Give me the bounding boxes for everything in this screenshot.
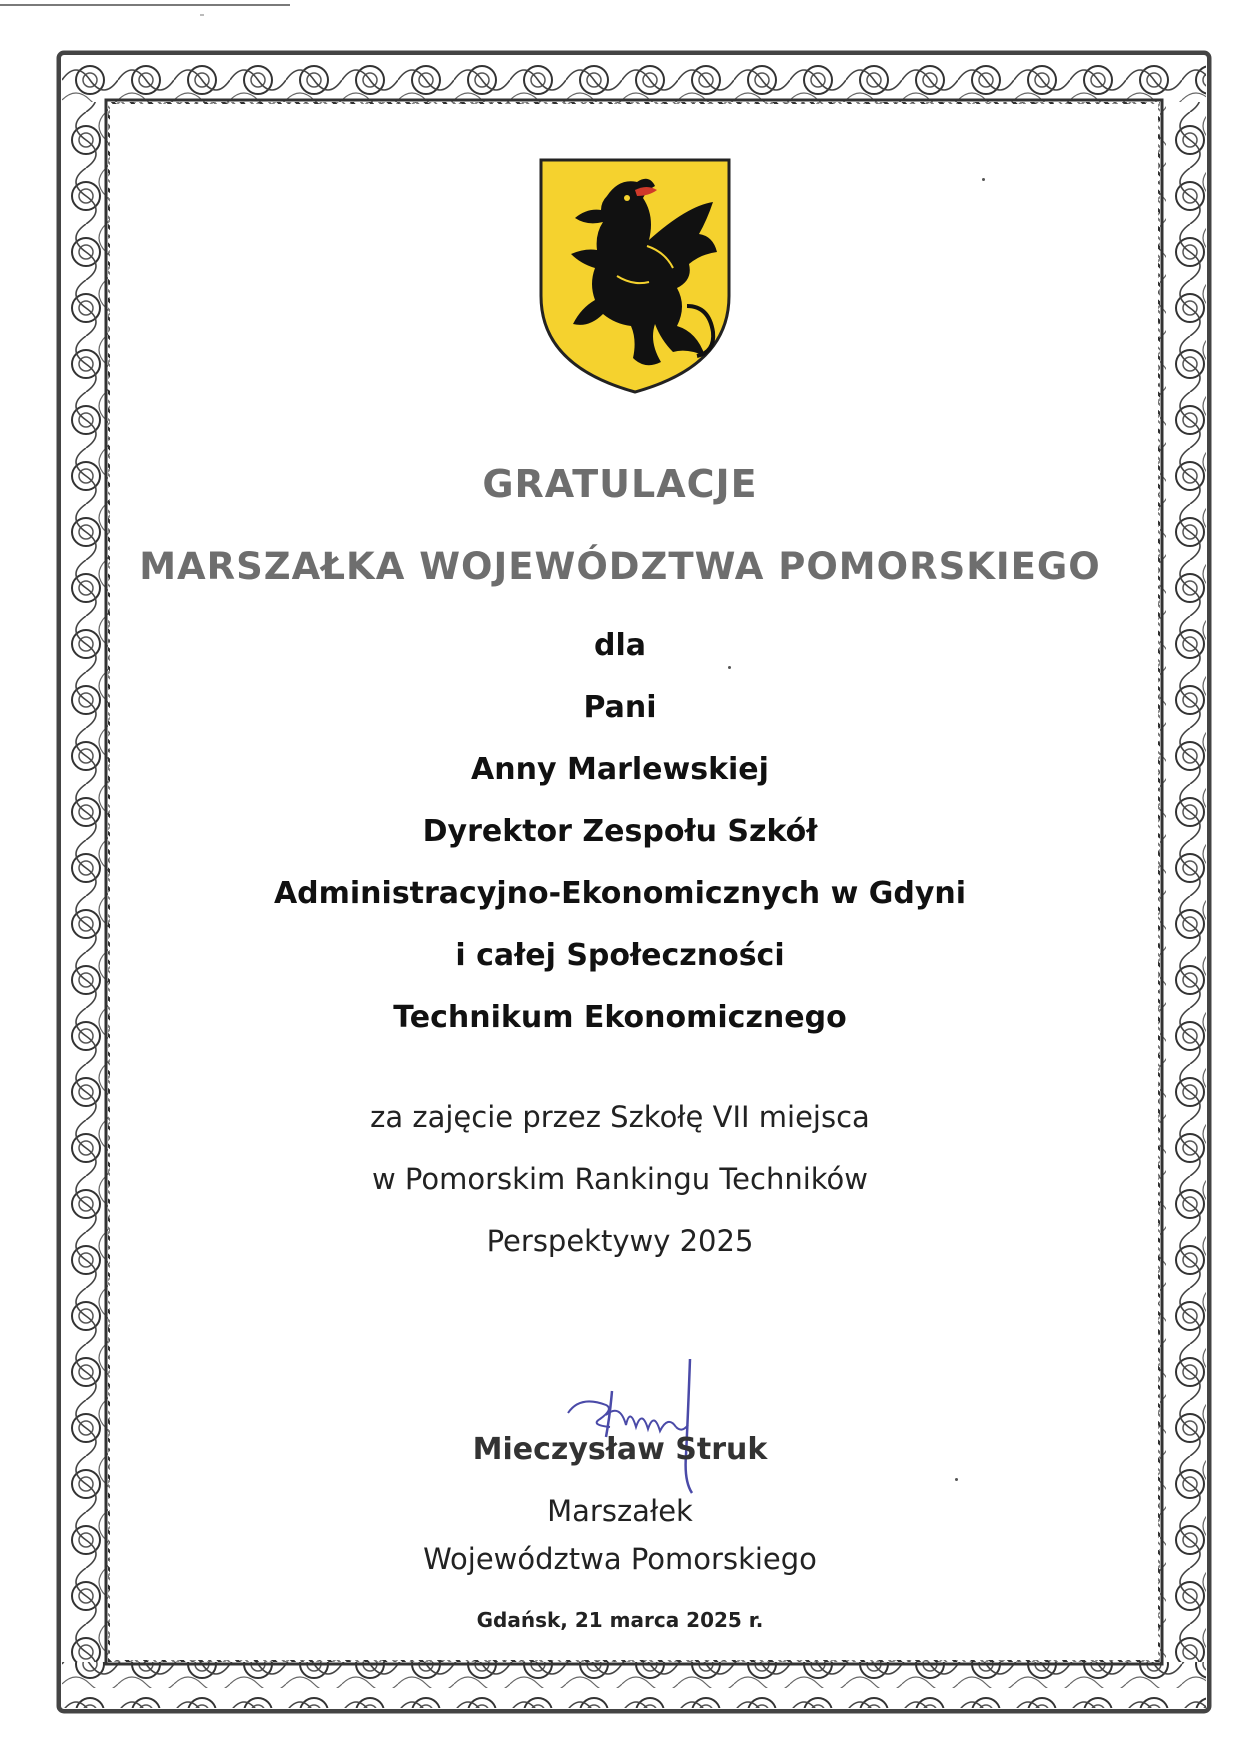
recipient-name: Anny Marlewskiej [471, 752, 769, 787]
signer-title-1: Marszałek [547, 1494, 693, 1528]
community-line: i całej Społeczności [455, 938, 785, 973]
scan-speck [728, 666, 731, 669]
school-name: Administracyjno-Ekonomicznych w Gdyni [273, 876, 967, 911]
scan-speck [955, 1478, 958, 1481]
signer-name: Mieczysław Struk [472, 1432, 768, 1467]
scan-speck [982, 178, 985, 181]
school-type: Technikum Ekonomicznego [393, 1000, 847, 1035]
salutation: Pani [583, 690, 657, 725]
recipient-role: Dyrektor Zespołu Szkół [422, 814, 818, 849]
for-label: dla [593, 628, 646, 663]
place-and-date: Gdańsk, 21 marca 2025 r. [476, 1608, 764, 1632]
signer-title-2: Województwa Pomorskiego [423, 1542, 817, 1576]
certificate-issuer: MARSZAŁKA WOJEWÓDZTWA POMORSKIEGO [139, 545, 1101, 588]
reason-line-1: za zajęcie przez Szkołę VII miejsca [370, 1100, 870, 1134]
certificate-title: GRATULACJE [482, 462, 758, 506]
reason-line-3: Perspektywy 2025 [486, 1224, 754, 1258]
pomeranian-griffin-coat-of-arms-icon [537, 156, 733, 396]
handwritten-signature [560, 1355, 780, 1505]
reason-line-2: w Pomorskim Rankingu Techników [372, 1162, 868, 1196]
